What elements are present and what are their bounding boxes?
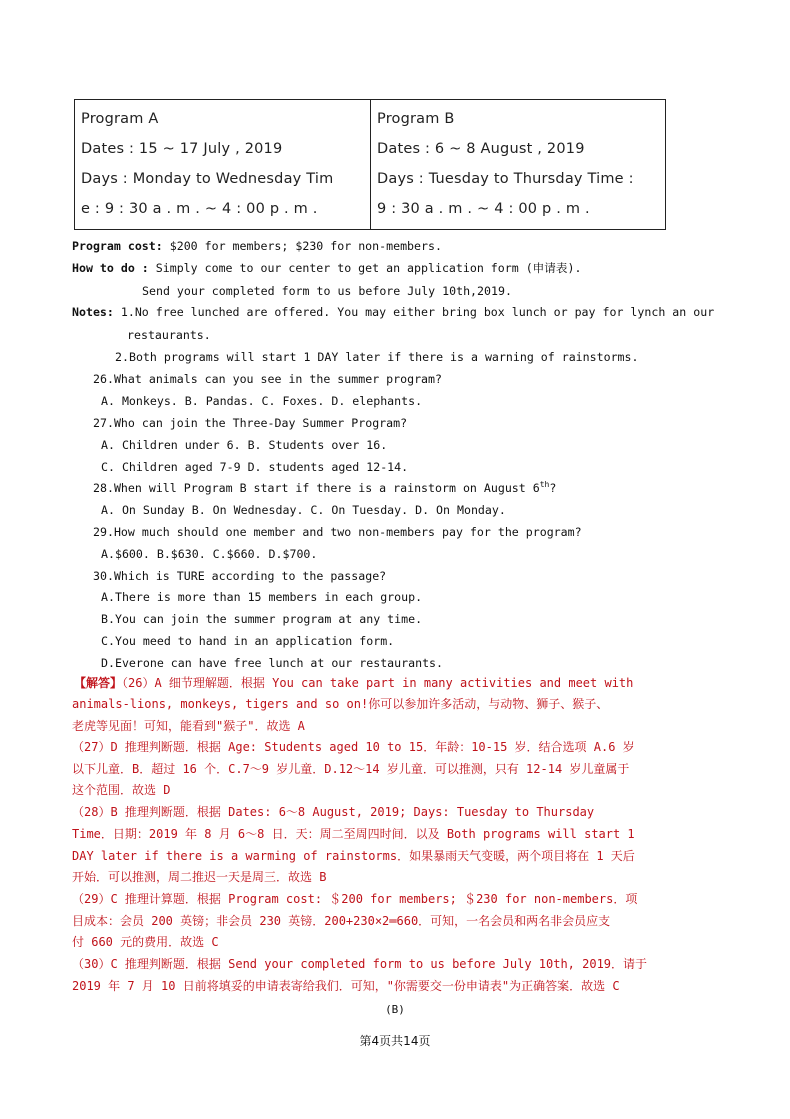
how-to-text: Simply come to our center to get an application form (申请表).: [148, 261, 582, 275]
program-cost-line: [72, 236, 442, 256]
question-26-options: A. Monkeys. B. Pandas. C. Foxes. D. elephants.: [101, 394, 423, 408]
page-footer: 第4页共14页: [359, 1034, 431, 1048]
answer-line-10: 开始．可以推测，周二推迟一天是周三．故选 B: [72, 870, 327, 884]
how-to-label: How to do :: [72, 261, 149, 275]
program-a-cell: [75, 100, 370, 229]
answer-line-3: 老虎等见面！可知，能看到"猴子"．故选 A: [72, 719, 305, 733]
answer-line-15: 2019 年 7 月 10 日前将填妥的申请表寄给我们．可知，"你需要交一份申请表"为正确答案．故选 C: [72, 979, 620, 993]
page-mark: (B): [385, 1003, 405, 1016]
answer-line-1: [74, 673, 633, 693]
question-30-option-b: B.You can join the summer program at any time.: [101, 612, 423, 626]
question-30: 30.Which is TURE according to the passage?: [93, 569, 387, 583]
question-28-end: ?: [549, 481, 557, 495]
notes-text-1: 1.No free lunched are offered. You may either bring box lunch or pay for lynch an our: [113, 305, 715, 319]
question-28-text: 28.When will Program B start if there is a rainstorm on August 6: [93, 481, 540, 495]
program-table: [74, 99, 666, 230]
program-b-days: Days : Tuesday to Thursday Time :: [377, 171, 634, 187]
program-a-time: e : 9 : 30 a . m . ~ 4 : 00 p . m .: [81, 201, 318, 217]
answer-line-13: 付 660 元的费用．故选 C: [72, 935, 219, 949]
answer-line-5: 以下儿童．B．超过 16 个．C.7～9 岁儿童．D.12～14 岁儿童．可以推测，只有 12-14 岁儿童属于: [72, 762, 630, 776]
question-30-option-a: A.There is more than 15 members in each group.: [101, 590, 423, 604]
question-27: 27.Who can join the Three-Day Summer Program?: [93, 416, 408, 430]
question-30-option-d: D.Everone can have free lunch at our restaurants.: [101, 656, 444, 670]
notes-text-1b: restaurants.: [127, 328, 211, 342]
program-a-dates: Dates : 15 ~ 17 July , 2019: [81, 141, 283, 157]
answer-line-4: （27）D 推理判断题．根据 Age: Students aged 10 to 15．年龄：10-15 岁．结合选项 A.6 岁: [72, 740, 635, 754]
answer-label: 【解答】: [74, 676, 123, 690]
program-b-time: 9 : 30 a . m . ~ 4 : 00 p . m .: [377, 201, 590, 217]
program-b-dates: Dates : 6 ~ 8 August , 2019: [377, 141, 585, 157]
question-29: 29.How much should one member and two non-members pay for the program?: [93, 525, 582, 539]
how-to-line: [72, 258, 581, 278]
notes-line: [72, 302, 714, 322]
answer-line-12: 目成本：会员 200 英镑；非会员 230 英镑．200+230×2═660．可知，一名会员和两名非会员应支: [72, 914, 611, 928]
program-cost-text: $200 for members; $230 for non-members.: [162, 239, 442, 253]
answer-line-2: animals-lions, monkeys, tigers and so on!你可以参加许多活动，与动物、狮子、猴子、: [72, 697, 609, 711]
question-27-options-2: C. Children aged 7-9 D. students aged 12-14.: [101, 460, 409, 474]
question-29-options: A.$600. B.$630. C.$660. D.$700.: [101, 547, 318, 561]
answer-line-14: （30）C 推理判断题．根据 Send your completed form to us before July 10th, 2019．请于: [72, 957, 648, 971]
program-b-title: Program B: [377, 111, 455, 127]
question-28-superscript: th: [539, 480, 550, 490]
how-to-text-2: Send your completed form to us before July 10th,2019.: [142, 284, 512, 298]
question-26: 26.What animals can you see in the summer program?: [93, 372, 443, 386]
program-b-cell: [370, 100, 665, 229]
answer-line-7: （28）B 推理判断题．根据 Dates: 6～8 August, 2019; Days: Tuesday to Thursday: [72, 805, 595, 819]
notes-text-2: 2.Both programs will start 1 DAY later if there is a warning of rainstorms.: [115, 350, 639, 364]
answer-line-9: DAY later if there is a warming of rainstorms．如果暴雨天气变暖，两个项目将在 1 天后: [72, 849, 635, 863]
question-28-options: A. On Sunday B. On Wednesday. C. On Tuesday. D. On Monday.: [101, 503, 506, 517]
answer-line-6: 这个范围．故选 D: [72, 783, 171, 797]
question-27-options-1: A. Children under 6. B. Students over 16.: [101, 438, 388, 452]
answer-line-11: （29）C 推理计算题．根据 Program cost: ＄200 for members; ＄230 for non-members．项: [72, 892, 638, 906]
program-a-days: Days : Monday to Wednesday Tim: [81, 171, 334, 187]
question-30-option-c: C.You meed to hand in an application form.: [101, 634, 395, 648]
question-28: [93, 478, 556, 498]
answer-text-1: （26）A 细节理解题．根据 You can take part in many activities and meet with: [122, 676, 634, 690]
program-cost-label: Program cost:: [72, 239, 163, 253]
notes-label: Notes:: [72, 305, 114, 319]
answer-line-8: Time．日期：2019 年 8 月 6～8 日．天：周二至周四时间．以及 Both programs will start 1: [72, 827, 635, 841]
program-a-title: Program A: [81, 111, 159, 127]
